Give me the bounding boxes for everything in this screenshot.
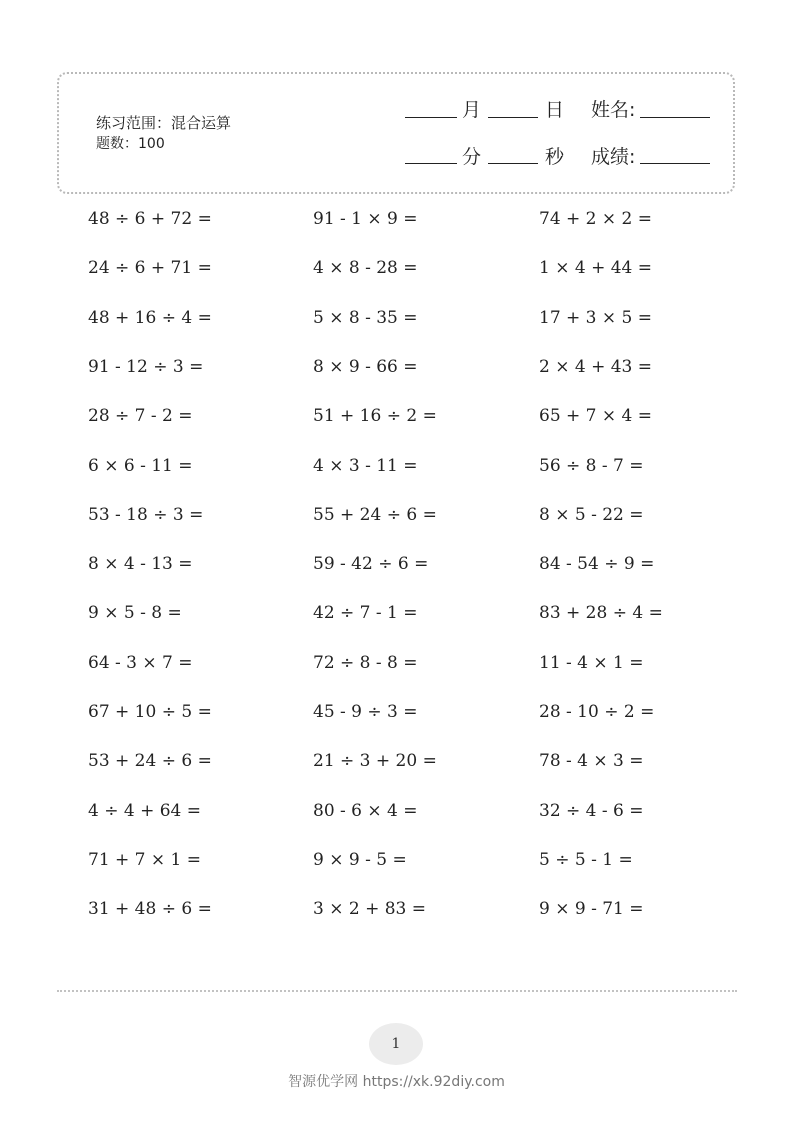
math-problem: 48 + 16 ÷ 4 = — [88, 308, 212, 328]
math-problem: 3 × 2 + 83 = — [313, 899, 427, 919]
math-problem: 42 ÷ 7 - 1 = — [313, 603, 418, 623]
math-problem: 9 × 5 - 8 = — [88, 603, 182, 623]
minute-blank[interactable] — [405, 163, 457, 164]
math-problem: 32 ÷ 4 - 6 = — [539, 801, 644, 821]
math-problem: 67 + 10 ÷ 5 = — [88, 702, 212, 722]
math-problem: 45 - 9 ÷ 3 = — [313, 702, 418, 722]
math-problem: 91 - 12 ÷ 3 = — [88, 357, 204, 377]
question-count-label: 题数：100 — [96, 136, 165, 152]
math-problem: 56 ÷ 8 - 7 = — [539, 456, 644, 476]
footer-divider — [57, 990, 737, 992]
math-problem: 11 - 4 × 1 = — [539, 653, 644, 673]
math-problem: 9 × 9 - 5 = — [313, 850, 407, 870]
math-problem: 71 + 7 × 1 = — [88, 850, 202, 870]
math-problem: 21 ÷ 3 + 20 = — [313, 751, 437, 771]
math-problem: 28 - 10 ÷ 2 = — [539, 702, 655, 722]
math-problem: 74 + 2 × 2 = — [539, 209, 653, 229]
math-problem: 5 ÷ 5 - 1 = — [539, 850, 633, 870]
math-problem: 28 ÷ 7 - 2 = — [88, 406, 193, 426]
score-label: 成绩: — [591, 146, 636, 168]
practice-range-label: 练习范围：混合运算 — [96, 114, 232, 132]
page-number: 1 — [369, 1023, 423, 1065]
math-problem: 64 - 3 × 7 = — [88, 653, 193, 673]
math-problem: 53 - 18 ÷ 3 = — [88, 505, 204, 525]
math-problem: 2 × 4 + 43 = — [539, 357, 653, 377]
math-problem: 84 - 54 ÷ 9 = — [539, 554, 655, 574]
math-problem: 4 ÷ 4 + 64 = — [88, 801, 202, 821]
month-label: 月 — [462, 99, 482, 121]
math-problem: 53 + 24 ÷ 6 = — [88, 751, 212, 771]
math-problem: 55 + 24 ÷ 6 = — [313, 505, 437, 525]
name-blank[interactable] — [640, 117, 710, 118]
math-problem: 83 + 28 ÷ 4 = — [539, 603, 663, 623]
math-problem: 31 + 48 ÷ 6 = — [88, 899, 212, 919]
day-label: 日 — [545, 99, 565, 121]
math-problem: 24 ÷ 6 + 71 = — [88, 258, 212, 278]
math-problem: 8 × 4 - 13 = — [88, 554, 193, 574]
math-problem: 6 × 6 - 11 = — [88, 456, 193, 476]
student-info-fields — [400, 96, 715, 176]
math-problem: 9 × 9 - 71 = — [539, 899, 644, 919]
math-problem: 72 ÷ 8 - 8 = — [313, 653, 418, 673]
math-problem: 8 × 5 - 22 = — [539, 505, 644, 525]
math-problem: 4 × 8 - 28 = — [313, 258, 418, 278]
math-problem: 17 + 3 × 5 = — [539, 308, 653, 328]
math-problem: 4 × 3 - 11 = — [313, 456, 418, 476]
month-blank[interactable] — [405, 117, 457, 118]
math-problem: 8 × 9 - 66 = — [313, 357, 418, 377]
second-label: 秒 — [545, 146, 565, 168]
math-problem: 80 - 6 × 4 = — [313, 801, 418, 821]
day-blank[interactable] — [488, 117, 538, 118]
minute-label: 分 — [462, 146, 482, 168]
math-problem: 65 + 7 × 4 = — [539, 406, 653, 426]
math-problem: 1 × 4 + 44 = — [539, 258, 653, 278]
math-problem: 5 × 8 - 35 = — [313, 308, 418, 328]
math-problem: 59 - 42 ÷ 6 = — [313, 554, 429, 574]
math-problem: 91 - 1 × 9 = — [313, 209, 418, 229]
score-blank[interactable] — [640, 163, 710, 164]
math-problem: 51 + 16 ÷ 2 = — [313, 406, 437, 426]
footer-source: 智源优学网 https://xk.92diy.com — [288, 1074, 505, 1090]
name-label: 姓名: — [591, 99, 636, 121]
math-problem: 78 - 4 × 3 = — [539, 751, 644, 771]
second-blank[interactable] — [488, 163, 538, 164]
math-problem: 48 ÷ 6 + 72 = — [88, 209, 212, 229]
